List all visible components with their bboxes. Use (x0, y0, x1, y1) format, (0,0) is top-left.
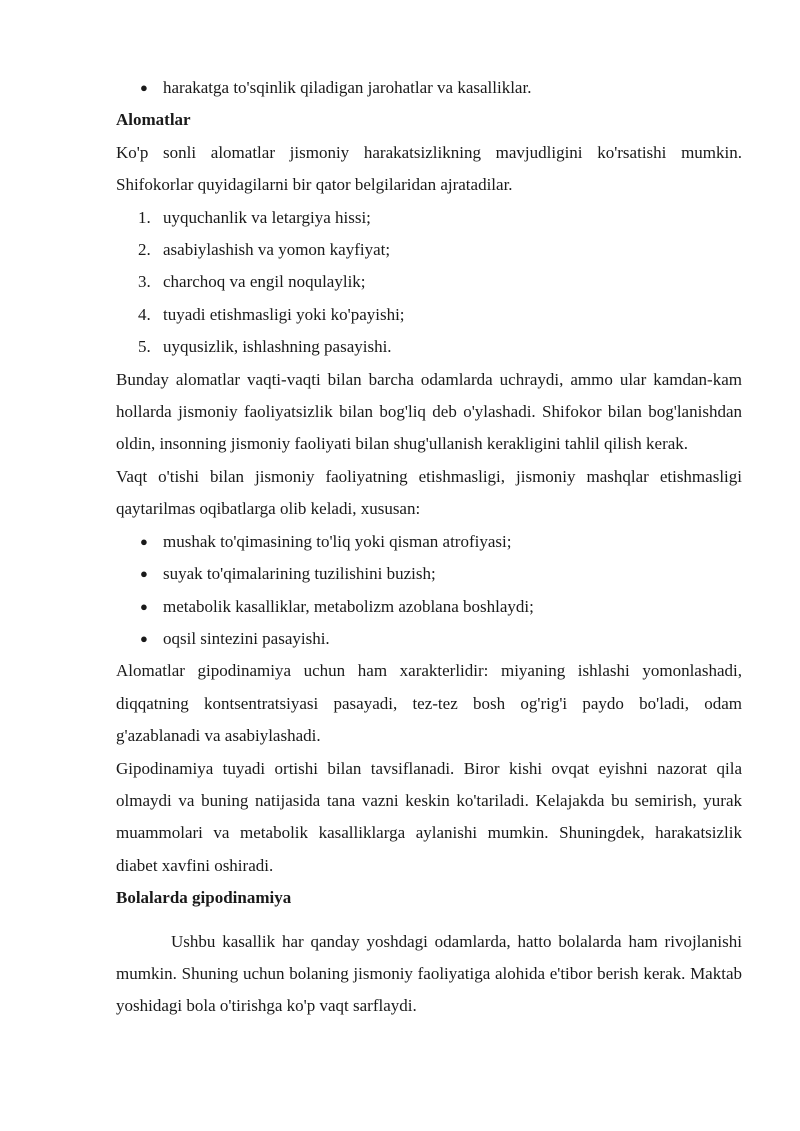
list-item-text: harakatga to'sqinlik qiladigan jarohatlar va kasalliklar. (163, 78, 532, 97)
list-item (116, 72, 742, 104)
list-item-text: metabolik kasalliklar, metabolizm azoblana boshlaydi; (163, 596, 534, 616)
list-item (116, 558, 742, 590)
list-item (116, 202, 742, 234)
top-bullet-list (116, 72, 742, 104)
list-item-text: oqsil sintezini pasayishi. (163, 628, 330, 648)
list-number: 4. (138, 304, 151, 324)
list-item (116, 299, 742, 331)
paragraph: Vaqt o'tishi bilan jismoniy faoliyatning etishmasligi, jismoniy mashqlar etishmasligi qaytarilmas oqibatlarga olib keladi, xususan: (116, 466, 742, 519)
list-number: 1. (138, 207, 151, 227)
section-heading-bolalarda: Bolalarda gipodinamiya (116, 888, 292, 908)
list-item (116, 234, 742, 266)
paragraph: Ushbu kasallik har qanday yoshdagi odamlarda, hatto bolalarda ham rivojlanishi mumkin. Shuning uchun bolaning jismoniy faoliyatiga alohida e'tibor berish kerak. Maktab yoshidagi bola o'tirishga ko'p vaqt sarflaydi. (116, 931, 742, 1016)
list-item-text: tuyadi etishmasligi yoki ko'payishi; (163, 304, 405, 324)
bullet-icon: ● (140, 533, 148, 549)
paragraph: Gipodinamiya tuyadi ortishi bilan tavsiflanadi. Biror kishi ovqat eyishni nazorat qila olmaydi va buning natijasida tana vazni keskin ko'tariladi. Kelajakda bu semirish, yurak muammolari va metabolik kasalliklarga aylanishi mumkin. Shuningdek, harakatsizlik diabet xavfini oshiradi. (116, 758, 742, 875)
paragraph: Alomatlar gipodinamiya uchun ham xarakterlidir: miyaning ishlashi yomonlashadi, diqqatning kontsentratsiyasi pasayadi, tez-tez bosh og'rig'i paydo bo'ladi, odam g'azablanadi va asabiylashadi. (116, 661, 742, 746)
list-number: 5. (138, 337, 151, 357)
list-item-text: uyquchanlik va letargiya hissi; (163, 207, 371, 227)
document-page (116, 72, 742, 1023)
consequences-bullet-list (116, 526, 742, 656)
bullet-icon: ● (140, 80, 148, 95)
symptoms-numbered-list (116, 202, 742, 364)
section-heading-alomatlar: Alomatlar (116, 110, 191, 130)
list-item (116, 266, 742, 298)
list-item (116, 623, 742, 655)
bullet-icon: ● (140, 566, 148, 582)
bullet-icon: ● (140, 630, 148, 646)
list-item (116, 591, 742, 623)
list-item-text: asabiylashish va yomon kayfiyat; (163, 240, 391, 260)
list-item (116, 331, 742, 363)
list-item-text: charchoq va engil noqulaylik; (163, 272, 366, 292)
list-item (116, 526, 742, 558)
paragraph: Ko'p sonli alomatlar jismoniy harakatsizlikning mavjudligini ko'rsatishi mumkin. Shifokorlar quyidagilarni bir qator belgilaridan ajratadilar. (116, 142, 742, 195)
list-item-text: uyqusizlik, ishlashning pasayishi. (163, 337, 392, 357)
list-number: 3. (138, 272, 151, 292)
paragraph: Bunday alomatlar vaqti-vaqti bilan barcha odamlarda uchraydi, ammo ular kamdan-kam hollarda jismoniy faoliyatsizlik bilan bog'liq deb o'ylashadi. Shifokor bilan bog'lanishdan oldin, insonning jismoniy faoliyati bilan shug'ullanish kerakligini tahlil qilish kerak. (116, 369, 742, 454)
list-item-text: mushak to'qimasining to'liq yoki qisman atrofiyasi; (163, 531, 512, 551)
list-number: 2. (138, 240, 151, 260)
list-item-text: suyak to'qimalarining tuzilishini buzish; (163, 564, 436, 584)
bullet-icon: ● (140, 598, 148, 614)
